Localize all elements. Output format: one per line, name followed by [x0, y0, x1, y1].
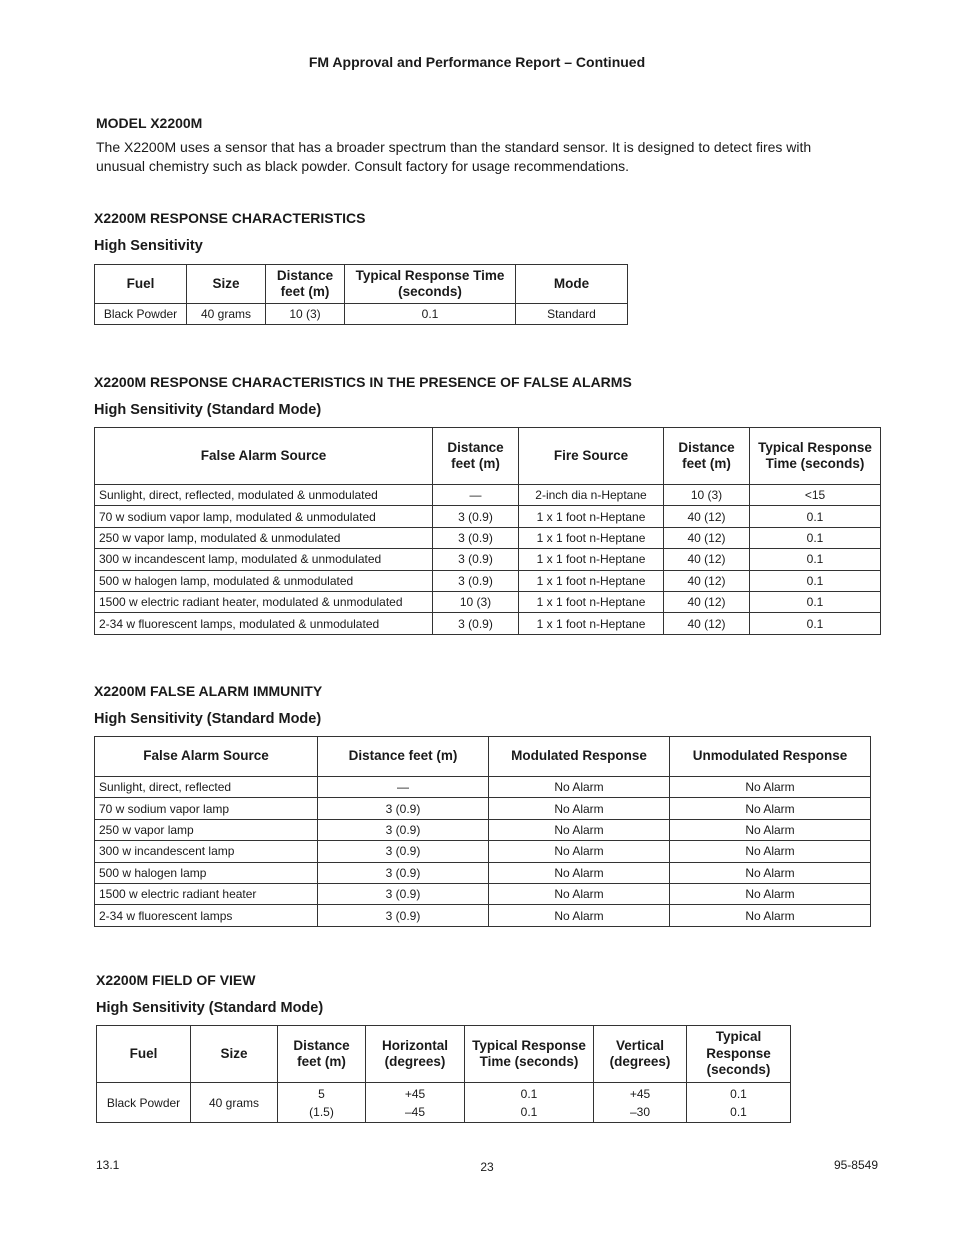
table-row: [95, 549, 881, 570]
cell-distance: [278, 1083, 366, 1123]
cell: No Alarm: [670, 862, 871, 883]
footer-document-number: 95-8549: [833, 1158, 878, 1172]
cell: No Alarm: [670, 883, 871, 904]
response-subheading: High Sensitivity: [94, 238, 203, 254]
table-header-row: [97, 1026, 791, 1083]
cell: 40 (12): [664, 549, 750, 570]
model-paragraph-line2: unusual chemistry such as black powder. Consult factory for usage recommendations.: [96, 158, 630, 174]
cell: Black Powder: [95, 304, 187, 325]
cell-line: 5: [318, 1086, 325, 1101]
cell: 3 (0.9): [318, 905, 489, 926]
cell: 0.1: [750, 591, 881, 612]
cell: No Alarm: [670, 819, 871, 840]
fov-heading: X2200M FIELD OF VIEW: [96, 972, 256, 988]
cell: 3 (0.9): [318, 883, 489, 904]
cell: 3 (0.9): [433, 613, 519, 634]
cell: Standard: [516, 304, 628, 325]
model-heading: MODEL X2200M: [96, 115, 203, 131]
cell: 1 x 1 foot n-Heptane: [519, 570, 664, 591]
column-header: Fire Source: [519, 428, 664, 485]
cell-line: +45: [629, 1086, 651, 1101]
table-row: [95, 570, 881, 591]
cell-response-v: [687, 1083, 791, 1123]
cell: 0.1: [750, 527, 881, 548]
cell: No Alarm: [489, 905, 670, 926]
cell: 1500 w electric radiant heater, modulated & unmodulated: [95, 591, 433, 612]
table-header-row: [95, 265, 628, 304]
fov-subheading: High Sensitivity (Standard Mode): [96, 1000, 324, 1016]
column-header: Fuel: [97, 1026, 191, 1083]
table-header-row: [95, 737, 871, 777]
cell: 1 x 1 foot n-Heptane: [519, 549, 664, 570]
column-header: Fuel: [95, 265, 187, 304]
cell: 250 w vapor lamp: [95, 819, 318, 840]
cell: 40 (12): [664, 527, 750, 548]
table-header-row: [95, 428, 881, 485]
cell: 0.1: [750, 570, 881, 591]
column-header: Unmodulated Response: [670, 737, 871, 777]
cell: 70 w sodium vapor lamp: [95, 798, 318, 819]
column-header: Distance feet (m): [318, 737, 489, 777]
cell: 500 w halogen lamp: [95, 862, 318, 883]
column-header: Typical Response Time (seconds): [345, 265, 516, 304]
column-header: False Alarm Source: [95, 737, 318, 777]
cell-response-h: [465, 1083, 594, 1123]
column-header: Size: [187, 265, 266, 304]
table-row: [95, 841, 871, 862]
cell: No Alarm: [670, 798, 871, 819]
cell: No Alarm: [489, 841, 670, 862]
cell: 1 x 1 foot n-Heptane: [519, 527, 664, 548]
cell: 1 x 1 foot n-Heptane: [519, 506, 664, 527]
table-row: [97, 1083, 791, 1123]
cell: 2-34 w fluorescent lamps: [95, 905, 318, 926]
column-header: Distance feet (m): [664, 428, 750, 485]
cell: 3 (0.9): [433, 527, 519, 548]
cell: 40 (12): [664, 613, 750, 634]
table-row: [95, 798, 871, 819]
cell: 250 w vapor lamp, modulated & unmodulated: [95, 527, 433, 548]
cell: No Alarm: [670, 777, 871, 798]
column-header: Modulated Response: [489, 737, 670, 777]
cell: 300 w incandescent lamp: [95, 841, 318, 862]
column-header: False Alarm Source: [95, 428, 433, 485]
model-paragraph-line1: The X2200M uses a sensor that has a broader spectrum than the standard sensor. It is designed to detect fires with: [96, 139, 812, 155]
cell: 10 (3): [664, 485, 750, 506]
cell: No Alarm: [489, 777, 670, 798]
cell: 3 (0.9): [318, 862, 489, 883]
column-header: Distance feet (m): [266, 265, 345, 304]
cell: 40 grams: [187, 304, 266, 325]
cell: 10 (3): [266, 304, 345, 325]
cell: 0.1: [345, 304, 516, 325]
cell: Sunlight, direct, reflected, modulated & unmodulated: [95, 485, 433, 506]
table-row: [95, 905, 871, 926]
cell: 0.1: [750, 506, 881, 527]
cell: 1 x 1 foot n-Heptane: [519, 591, 664, 612]
false-alarm-response-table: [94, 427, 881, 635]
table-row: [95, 883, 871, 904]
cell: 2-34 w fluorescent lamps, modulated & unmodulated: [95, 613, 433, 634]
cell: 3 (0.9): [318, 819, 489, 840]
cell: 500 w halogen lamp, modulated & unmodulated: [95, 570, 433, 591]
cell: No Alarm: [489, 819, 670, 840]
cell: 3 (0.9): [318, 798, 489, 819]
immunity-heading: X2200M FALSE ALARM IMMUNITY: [94, 683, 323, 699]
cell-line: –45: [404, 1104, 426, 1119]
false-alarm-response-subheading: High Sensitivity (Standard Mode): [94, 402, 322, 418]
cell-line: 0.1: [730, 1086, 747, 1101]
cell-horizontal: [366, 1083, 465, 1123]
column-header: Distance feet (m): [278, 1026, 366, 1083]
cell: 2-inch dia n-Heptane: [519, 485, 664, 506]
column-header: Typical Response (seconds): [687, 1026, 791, 1083]
table-row: [95, 613, 881, 634]
table-row: [95, 304, 628, 325]
cell: 40 (12): [664, 591, 750, 612]
false-alarm-response-heading: X2200M RESPONSE CHARACTERISTICS IN THE PRESENCE OF FALSE ALARMS: [94, 374, 632, 390]
column-header: Distance feet (m): [433, 428, 519, 485]
cell: 3 (0.9): [433, 506, 519, 527]
immunity-subheading: High Sensitivity (Standard Mode): [94, 711, 322, 727]
immunity-table: [94, 736, 871, 927]
cell: 3 (0.9): [433, 549, 519, 570]
cell: 40 (12): [664, 570, 750, 591]
response-heading: X2200M RESPONSE CHARACTERISTICS: [94, 210, 366, 226]
cell: 40 (12): [664, 506, 750, 527]
cell-line: 0.1: [520, 1104, 538, 1119]
column-header: Horizontal (degrees): [366, 1026, 465, 1083]
page-number: 23: [480, 1160, 494, 1174]
table-row: [95, 862, 871, 883]
column-header: Size: [191, 1026, 278, 1083]
cell: —: [318, 777, 489, 798]
cell: —: [433, 485, 519, 506]
column-header: Typical Response Time (seconds): [465, 1026, 594, 1083]
cell-fuel: Black Powder: [97, 1083, 191, 1123]
cell-line: +45: [404, 1086, 426, 1101]
cell-line: (1.5): [309, 1104, 334, 1119]
report-header: FM Approval and Performance Report – Continued: [308, 54, 646, 70]
table-row: [95, 485, 881, 506]
cell: 70 w sodium vapor lamp, modulated & unmodulated: [95, 506, 433, 527]
table-row: [95, 506, 881, 527]
cell: Sunlight, direct, reflected: [95, 777, 318, 798]
cell-line: –30: [629, 1104, 651, 1119]
response-table: [94, 264, 628, 325]
cell-size: 40 grams: [191, 1083, 278, 1123]
cell: <15: [750, 485, 881, 506]
cell: 3 (0.9): [433, 570, 519, 591]
cell: No Alarm: [489, 798, 670, 819]
cell: No Alarm: [489, 862, 670, 883]
cell: No Alarm: [489, 883, 670, 904]
table-row: [95, 591, 881, 612]
cell-line: 0.1: [730, 1104, 747, 1119]
cell: 0.1: [750, 549, 881, 570]
table-row: [95, 819, 871, 840]
cell: 300 w incandescent lamp, modulated & unmodulated: [95, 549, 433, 570]
cell-vertical: [594, 1083, 687, 1123]
footer-revision: 13.1: [96, 1158, 120, 1172]
cell: 1500 w electric radiant heater: [95, 883, 318, 904]
fov-table: [96, 1025, 791, 1123]
cell: No Alarm: [670, 841, 871, 862]
cell: 1 x 1 foot n-Heptane: [519, 613, 664, 634]
column-header: Typical Response Time (seconds): [750, 428, 881, 485]
cell: 0.1: [750, 613, 881, 634]
column-header: Mode: [516, 265, 628, 304]
table-row: [95, 777, 871, 798]
cell: 3 (0.9): [318, 841, 489, 862]
cell-line: 0.1: [520, 1086, 538, 1101]
table-row: [95, 527, 881, 548]
column-header: Vertical (degrees): [594, 1026, 687, 1083]
cell: 10 (3): [433, 591, 519, 612]
cell: No Alarm: [670, 905, 871, 926]
